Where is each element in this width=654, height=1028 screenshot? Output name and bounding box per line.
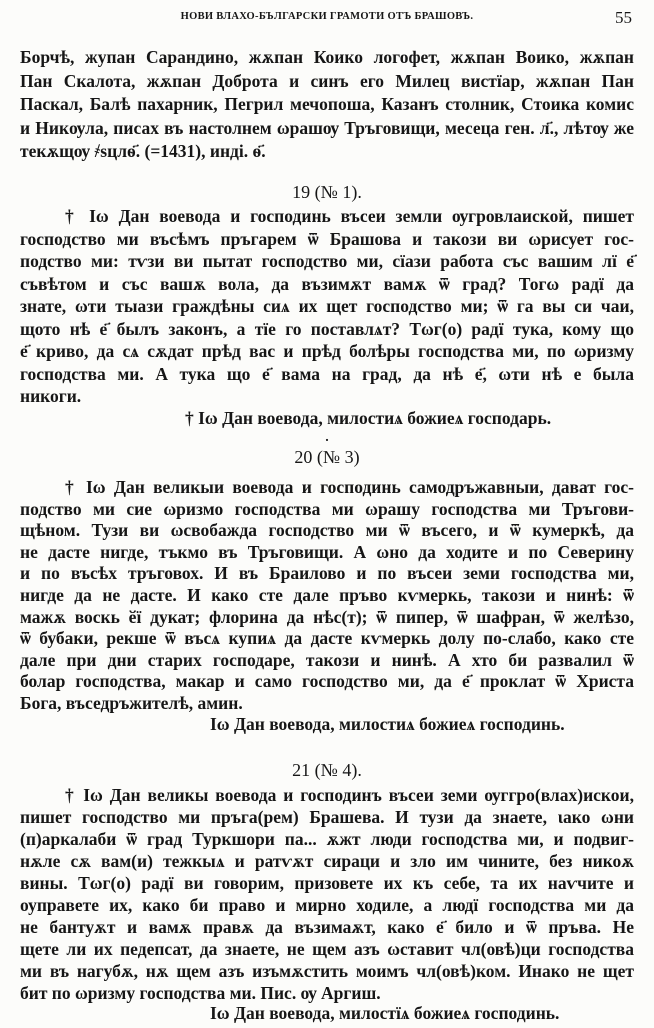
text-line: оуправете их, како би право и мирно ходиле, а людї господства ми да <box>20 895 634 915</box>
text-line: подство ми: тѵзи ви пытат господство ми, сїази работа със вашим лї е҃ <box>20 251 634 271</box>
paragraph <box>20 477 634 715</box>
text-line: знате, ωти тыази граждѣны сиѧ их щет господство ми; ѿ га вы си чаи, <box>20 296 634 316</box>
text-line: не дасте нигде, тъкмо въ Тръговищи. А ωно да ходите и по Северину <box>20 541 634 562</box>
text-line: Бога, въседръжителѣ, амин. <box>20 692 243 713</box>
text-line: текѫщѹ ҂ѕцлѳ҃. (=1431), инді. ѳ҃. <box>20 141 266 161</box>
text-line: щете ли их педепсат, да знаете, не щем азъ ωставит чл(овѣ)ци господства <box>20 939 634 959</box>
signature-line: Iω Дан воевода, милостиѧ божиеѧ господинь. <box>210 714 565 734</box>
signature-line: † Iω Дан воевода, милостиѧ божиеѧ господарь. <box>185 408 552 428</box>
text-line: (п)аркалаби ѿ град Туркшори па... ѫжт люди господства ми, и подвиг- <box>20 829 634 849</box>
document-number-heading: 20 (№ 3) <box>294 447 360 467</box>
page-number: 55 <box>615 8 632 27</box>
text-line: бит по ωризму господства ми. Пис. ѹ Аргиш. <box>20 983 381 1003</box>
separator-dot: . <box>324 425 330 445</box>
text-line: господства ми. А тука що е҃ вама на град, да нѣ е҃, ωти нѣ е была <box>20 363 634 384</box>
text-line: подство ми сие ωризмо господства ми ωрашу господства ми Тръгови- <box>20 498 634 519</box>
text-line: никоги. <box>20 386 82 406</box>
text-line: † Iω Дан великы воевода и господинъ въсеи земи ѹггро(влах)искои, <box>65 785 634 805</box>
document-number-heading: 19 (№ 1). <box>292 182 362 202</box>
paragraph <box>20 784 634 1004</box>
text-line: и по въсѣх тръговох. И въ Браилово и по въсеи земи господства ми, <box>20 563 634 584</box>
document-number-heading: 21 (№ 4). <box>292 760 362 780</box>
text-line: дале при дни старих господаре, такози и нинѣ. А хто би развалил ѿ <box>20 649 634 670</box>
text-line: нигде да не дасте. И како сте дале пръво кѵмеркь, такози и нинѣ: ѿ <box>20 584 634 605</box>
paragraph <box>20 46 634 164</box>
text-line: ѿ бубаки, рекше ѿ въсѧ купиѧ да дасте кѵмеркь долу по-слабо, како сте <box>20 628 634 649</box>
paragraph <box>20 205 634 408</box>
text-line: болар господства, макар и само господство ми, да е҃ проклат ѿ Христа <box>20 671 634 692</box>
text-line: нѫле сѫ вам(и) тежкыѧ и ратѵѫт сираци и зло им чините, без никоѫ <box>20 851 634 871</box>
text-line: съвѣтом и със вашѫ вола, да възимѫт вамѫ ѿ град? Тогω радї да <box>20 273 634 294</box>
text-line: пишет господство ми пръга(рем) Брашева. И тузи да знаете, ιако ωни <box>20 807 634 827</box>
text-line: щото нѣ е҃ былъ законъ, а тїе го поставлѧт? Тωг(о) радї тука, кому що <box>20 318 634 339</box>
text-line: Борчѣ, жупан Сарандино, жѫпан Коико логофет, жѫпан Воико, жѫпан <box>20 47 634 67</box>
text-line: вины. Тωг(о) радї ви говорим, призовете их къ себе, та их наѵчите и <box>20 873 634 893</box>
signature-line: Iω Дан воевода, милостїѧ божиеѧ господинь. <box>210 1003 560 1023</box>
text-line: Паскал, Балѣ пахарник, Пегрил мечопоша, Казанъ столник, Стоика комис <box>20 94 634 114</box>
text-line: е҃ криво, да сѧ сѫдат прѣд вас и прѣд болѣры господства ми, по ωризму <box>20 341 634 361</box>
text-line: господство ми въсѣмъ пръгарем ѿ Брашова и такози ви ωрисует гос- <box>20 228 634 249</box>
text-line: ми въ нагубѫ, нѫ щем азъ изъмѫстить моимъ чл(овѣ)ком. Инако не щет <box>20 961 634 981</box>
text-line: щѣном. Тузи ви ωсвобажда господство ми ѿ въсего, и ѿ кумеркѣ, да <box>20 520 634 541</box>
text-line: не бантуѫт и вамѫ правѫ да възимаѫт, како е҃ било и ѿ пръва. Не <box>20 917 634 937</box>
text-line: † Iω Дан воевода и господинь въсеи земли ѹгровлаиской, пишет <box>65 206 634 226</box>
text-line: и Никѹла, писах въ настолнем ωрашѹ Тръговищи, месеца ген. л҃., лѣтѹ же <box>20 117 634 138</box>
text-line: † Iω Дан великыи воевода и господинь самодръжавныи, дават гос- <box>65 477 634 497</box>
running-title: НОВИ ВЛАХО-БЪЛГАРСКИ ГРАМОТИ ОТЪ БРАШОВЪ. <box>180 11 474 22</box>
text-line: Пан Скалота, жѫпан Доброта и синъ его Милец вистїар, жѫпан Пан <box>20 70 634 91</box>
text-line: мажѫ воскь ӗї дукат; флорина да нѣс(т); ѿ пипер, ѿ шафран, ѿ желѣзо, <box>20 606 634 627</box>
